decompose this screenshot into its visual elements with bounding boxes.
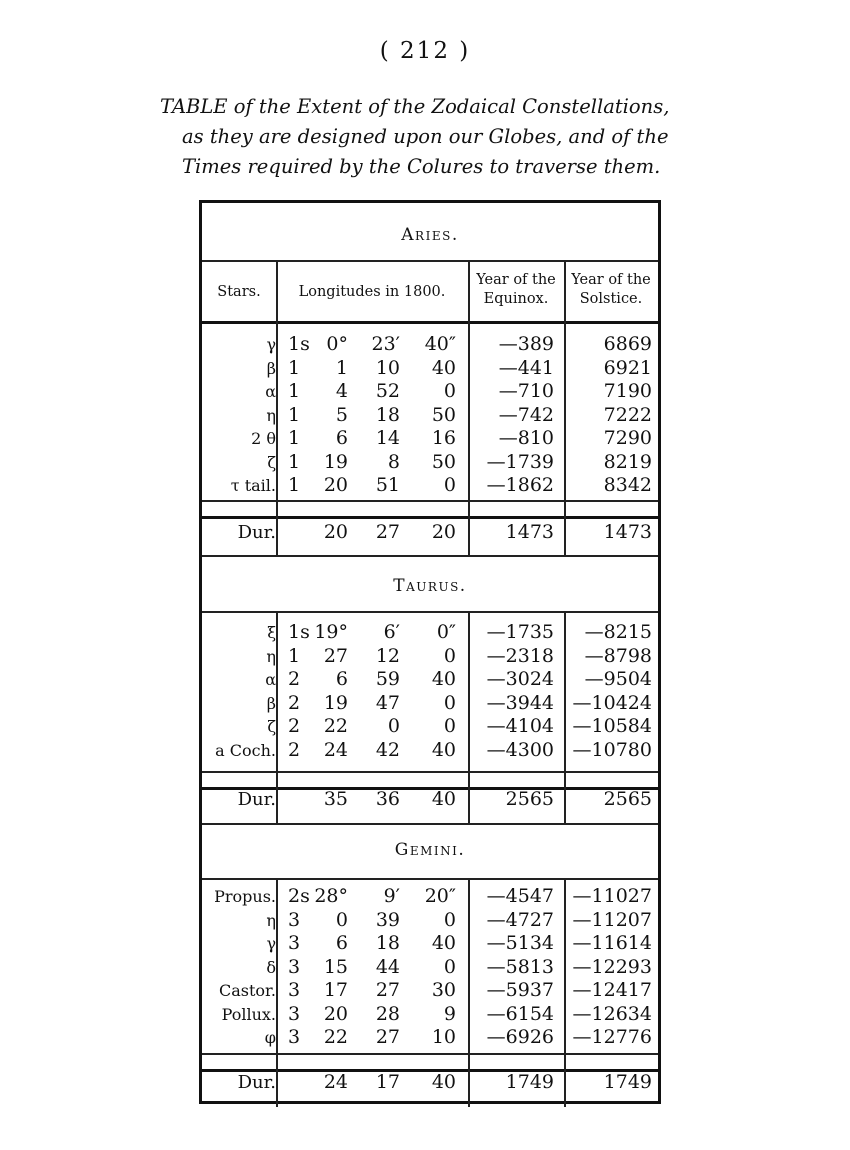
cell-star: η (266, 405, 276, 425)
duration-sol: 2565 (603, 788, 652, 810)
cell-star: τ tail. (230, 476, 276, 495)
cell-eq: —5813 (486, 955, 554, 978)
cell-eq: —3944 (486, 691, 554, 714)
cell-sg: 3 (288, 1002, 301, 1025)
cell-sg: 3 (288, 979, 301, 1001)
table-row (202, 668, 658, 692)
duration-sec: 20 (431, 521, 456, 543)
cell-sg: 2s (288, 885, 310, 907)
header-solstice (564, 271, 658, 309)
cell-star: γ (266, 335, 276, 354)
caption-line: Times required by the Colures to traverse them. (182, 155, 661, 178)
table-rule (202, 823, 658, 825)
cell-sec: 9 (443, 1002, 456, 1025)
cell-min: 51 (375, 474, 400, 496)
table-row (202, 451, 658, 475)
header-equinox (468, 271, 564, 309)
cell-sol: —12776 (572, 1026, 652, 1048)
cell-sec: 16 (431, 427, 456, 449)
cell-star: 2 θ (251, 429, 276, 448)
cell-sg: 1 (288, 356, 301, 379)
duration-min: 27 (375, 521, 400, 543)
cell-min: 52 (375, 380, 400, 402)
cell-sol: —8215 (584, 621, 652, 643)
cell-eq: —6926 (486, 1026, 554, 1048)
cell-eq: —1739 (486, 450, 554, 473)
cell-min: 8 (387, 450, 400, 473)
cell-sg: 3 (288, 932, 301, 954)
cell-min: 44 (375, 955, 400, 978)
cell-min: 27 (375, 1026, 400, 1048)
section-title: Aries. (401, 225, 459, 245)
table-rule (202, 555, 658, 557)
table-row (202, 1026, 658, 1050)
table-row (202, 739, 658, 763)
cell-eq: —4104 (486, 715, 554, 737)
table-rule (202, 878, 658, 880)
table-row (202, 692, 658, 716)
cell-sec: 0 (443, 955, 456, 978)
cell-star: γ (266, 934, 276, 953)
cell-star: a Coch. (215, 740, 276, 760)
cell-eq: —742 (498, 403, 554, 426)
cell-sg: 3 (288, 908, 301, 931)
cell-min: 9′ (383, 885, 400, 907)
table-row (202, 427, 658, 451)
cell-sec: 0 (443, 908, 456, 931)
duration-eq: 1749 (505, 1071, 554, 1093)
duration-sec: 40 (431, 788, 456, 810)
table-rule (202, 321, 658, 324)
caption-line: TABLE of the Extent of the Zodaical Constellations, (160, 95, 670, 118)
cell-sec: 0 (443, 715, 456, 737)
cell-star: η (266, 910, 276, 930)
cell-sg: 1 (288, 450, 301, 473)
cell-sol: —12634 (572, 1002, 652, 1025)
page-number: ( 212 ) (379, 38, 471, 64)
cell-sol: 6869 (603, 333, 652, 355)
cell-sol: —12417 (572, 979, 652, 1001)
table-rule (202, 516, 658, 519)
cell-min: 59 (375, 668, 400, 690)
cell-sol: 6921 (603, 356, 652, 379)
constellations-table (199, 200, 661, 1104)
cell-sec: 40 (431, 932, 456, 954)
cell-eq: —4547 (486, 885, 554, 907)
table-rule (202, 500, 658, 502)
cell-min: 28 (375, 1002, 400, 1025)
cell-min: 27 (375, 979, 400, 1001)
cell-star: Pollux. (221, 1004, 276, 1024)
cell-eq: —441 (498, 356, 554, 379)
cell-sol: 7290 (603, 427, 652, 449)
cell-sec: 50 (431, 403, 456, 426)
cell-eq: —6154 (486, 1002, 554, 1025)
cell-deg: 19 (323, 450, 348, 473)
cell-min: 0 (387, 715, 400, 737)
cell-eq: —710 (498, 380, 554, 402)
table-row (202, 404, 658, 428)
cell-deg: 0 (335, 908, 348, 931)
cell-star: ζ (267, 452, 276, 472)
cell-star: β (266, 693, 276, 713)
duration-label: Dur. (237, 522, 276, 543)
cell-deg: 22 (323, 1026, 348, 1048)
cell-min: 14 (375, 427, 400, 449)
section-title: Taurus. (393, 576, 467, 596)
cell-sg: 1 (288, 644, 301, 667)
header-longitudes: Longitudes in 1800. (298, 284, 446, 300)
cell-deg: 19° (314, 621, 348, 643)
duration-row (202, 1071, 658, 1095)
cell-min: 39 (375, 908, 400, 931)
table-row (202, 333, 658, 357)
cell-sec: 0″ (436, 621, 456, 643)
cell-min: 10 (375, 356, 400, 379)
cell-deg: 27 (323, 644, 348, 667)
cell-deg: 1 (335, 356, 348, 379)
cell-deg: 17 (323, 979, 348, 1001)
cell-star: α (265, 382, 276, 401)
header-solstice-line2: Solstice. (579, 291, 643, 307)
cell-sol: —12293 (572, 955, 652, 978)
cell-star: α (265, 670, 276, 689)
cell-sol: 8219 (603, 450, 652, 473)
cell-sg: 2 (288, 691, 301, 714)
table-rule (202, 611, 658, 613)
cell-star: φ (264, 1028, 276, 1047)
cell-eq: —3024 (486, 668, 554, 690)
cell-eq: —1862 (486, 474, 554, 496)
cell-sec: 40 (431, 356, 456, 379)
duration-eq: 1473 (505, 521, 554, 543)
cell-eq: —389 (498, 333, 554, 355)
cell-sol: —11027 (572, 885, 652, 907)
table-row (202, 1003, 658, 1027)
cell-min: 18 (375, 403, 400, 426)
cell-sec: 40″ (424, 333, 456, 355)
duration-label: Dur. (237, 789, 276, 810)
cell-sg: 2 (288, 715, 301, 737)
duration-label: Dur. (237, 1072, 276, 1093)
cell-sg: 1 (288, 427, 301, 449)
cell-min: 42 (375, 738, 400, 761)
cell-sec: 10 (431, 1026, 456, 1048)
cell-deg: 19 (323, 691, 348, 714)
cell-sec: 40 (431, 668, 456, 690)
cell-min: 6′ (383, 621, 400, 643)
table-row (202, 380, 658, 404)
table-row (202, 621, 658, 645)
table-row (202, 645, 658, 669)
cell-deg: 5 (335, 403, 348, 426)
table-rule (202, 1053, 658, 1055)
table-row (202, 979, 658, 1003)
cell-sol: 7222 (603, 403, 652, 426)
cell-star: ζ (267, 717, 276, 736)
cell-sec: 0 (443, 380, 456, 402)
duration-deg: 20 (323, 521, 348, 543)
cell-deg: 20 (323, 474, 348, 496)
cell-star: δ (266, 957, 276, 977)
cell-sec: 20″ (424, 885, 456, 907)
cell-sg: 3 (288, 955, 301, 978)
header-equinox-line1: Year of the (476, 272, 556, 288)
cell-sol: —8798 (584, 644, 652, 667)
cell-sg: 3 (288, 1026, 301, 1048)
caption-line: as they are designed upon our Globes, and of the (182, 125, 669, 148)
cell-sg: 1 (288, 380, 301, 402)
cell-min: 12 (375, 644, 400, 667)
duration-deg: 35 (323, 788, 348, 810)
cell-deg: 24 (323, 738, 348, 761)
cell-sec: 0 (443, 691, 456, 714)
cell-sg: 1 (288, 474, 301, 496)
table-row (202, 715, 658, 739)
cell-min: 23′ (371, 333, 400, 355)
cell-sol: —9504 (584, 668, 652, 690)
cell-min: 18 (375, 932, 400, 954)
cell-sec: 0 (443, 644, 456, 667)
table-row (202, 885, 658, 909)
duration-sol: 1749 (603, 1071, 652, 1093)
cell-sol: 7190 (603, 380, 652, 402)
section-title: Gemini. (394, 840, 466, 860)
cell-deg: 22 (323, 715, 348, 737)
cell-sg: 2 (288, 668, 301, 690)
cell-sol: —10424 (572, 691, 652, 714)
duration-min: 17 (375, 1071, 400, 1093)
cell-star: η (266, 646, 276, 666)
cell-min: 47 (375, 691, 400, 714)
duration-eq: 2565 (505, 788, 554, 810)
cell-deg: 6 (335, 932, 348, 954)
table-row (202, 357, 658, 381)
cell-deg: 4 (335, 380, 348, 402)
table-rule (202, 771, 658, 773)
cell-deg: 20 (323, 1002, 348, 1025)
cell-deg: 0° (326, 333, 348, 355)
cell-deg: 15 (323, 955, 348, 978)
table-rule (202, 260, 658, 262)
table-row (202, 474, 658, 498)
cell-star: ξ (267, 623, 276, 642)
duration-sol: 1473 (603, 521, 652, 543)
cell-star: β (266, 358, 276, 378)
cell-sol: —10584 (572, 715, 652, 737)
cell-sec: 0 (443, 474, 456, 496)
duration-row (202, 521, 658, 545)
header-stars: Stars. (217, 284, 261, 300)
cell-eq: —4300 (486, 738, 554, 761)
header-solstice-line1: Year of the (571, 272, 651, 288)
cell-eq: —5937 (486, 979, 554, 1001)
table-caption (160, 92, 700, 182)
table-row (202, 909, 658, 933)
table-row (202, 956, 658, 980)
cell-eq: —810 (498, 427, 554, 449)
cell-sec: 50 (431, 450, 456, 473)
table-row (202, 932, 658, 956)
duration-min: 36 (375, 788, 400, 810)
cell-eq: —2318 (486, 644, 554, 667)
cell-eq: —1735 (486, 621, 554, 643)
cell-eq: —5134 (486, 932, 554, 954)
cell-sol: —11207 (572, 908, 652, 931)
header-equinox-line2: Equinox. (483, 291, 549, 307)
duration-deg: 24 (323, 1071, 348, 1093)
cell-sol: —10780 (572, 738, 652, 761)
cell-star: Propus. (214, 887, 276, 906)
cell-sg: 2 (288, 738, 301, 761)
cell-deg: 6 (335, 668, 348, 690)
cell-sec: 40 (431, 738, 456, 761)
cell-deg: 6 (335, 427, 348, 449)
duration-sec: 40 (431, 1071, 456, 1093)
cell-sg: 1s (288, 621, 310, 643)
cell-eq: —4727 (486, 908, 554, 931)
cell-sg: 1s (288, 333, 310, 355)
cell-deg: 28° (314, 885, 348, 907)
cell-sec: 30 (431, 979, 456, 1001)
duration-row (202, 788, 658, 812)
cell-star: Castor. (218, 981, 276, 1000)
cell-sg: 1 (288, 403, 301, 426)
cell-sol: 8342 (603, 474, 652, 496)
cell-sol: —11614 (572, 932, 652, 954)
